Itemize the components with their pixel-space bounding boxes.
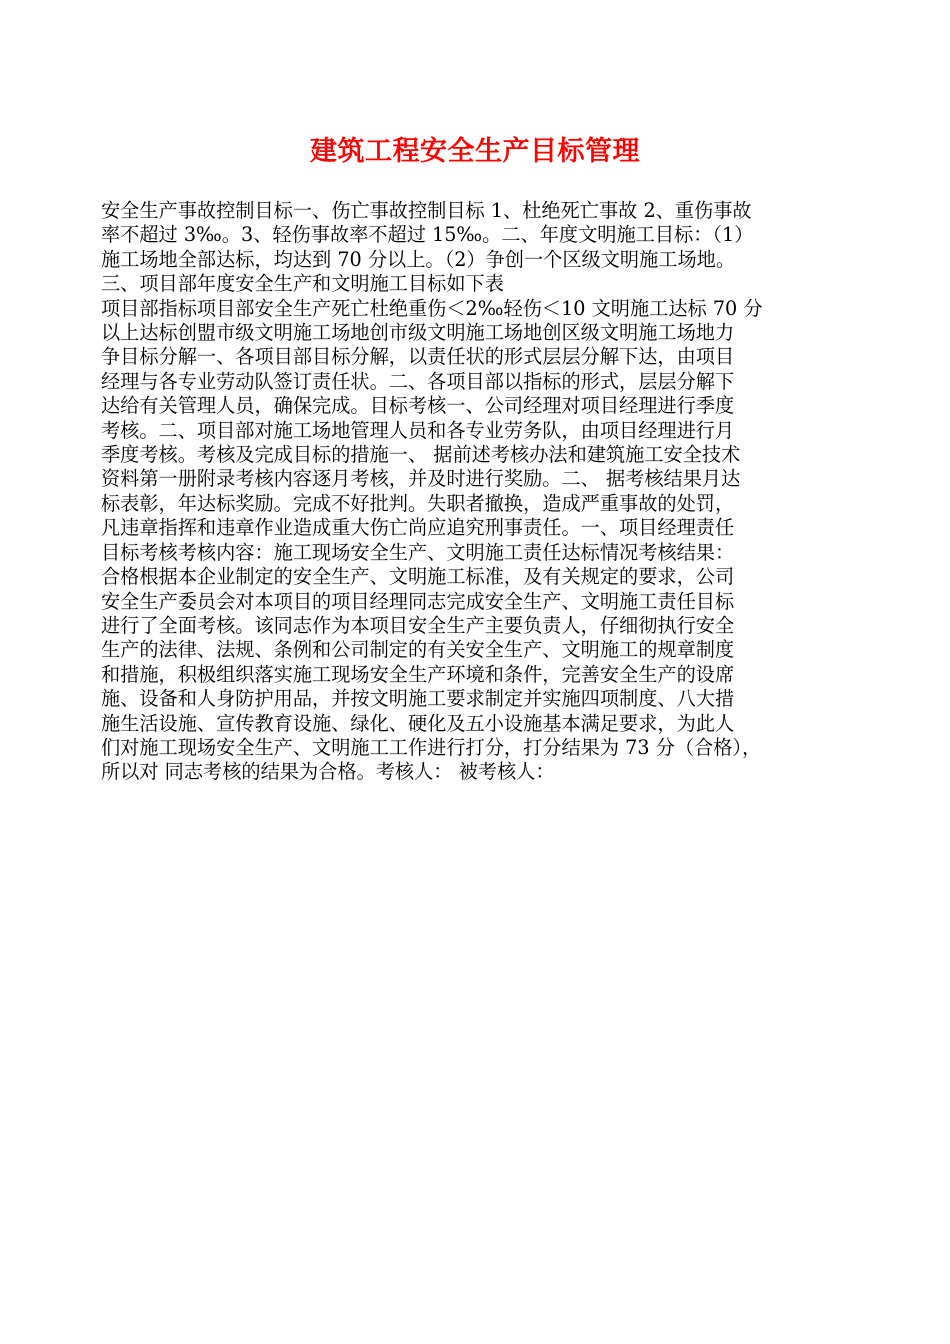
text-line: 达给有关管理人员，确保完成。目标考核一、公司经理对项目经理进行季度 <box>101 394 735 418</box>
text-line: 安全生产委员会对本项目的项目经理同志完成安全生产、文明施工责任目标 <box>101 589 735 613</box>
document-body <box>101 199 861 785</box>
text-line: 季度考核。考核及完成目标的措施一、 据前述考核办法和建筑施工安全技术 <box>101 443 741 467</box>
text-line: 标表彰，年达标奖励。完成不好批判。失职者撤换，造成严重事故的处罚， <box>101 491 735 515</box>
text-line: 考核。二、项目部对施工场地管理人员和各专业劳务队，由项目经理进行月 <box>101 418 735 442</box>
text-line: 所以对 同志考核的结果为合格。考核人： 被考核人： <box>101 760 555 784</box>
text-line: 项目部指标项目部安全生产死亡杜绝重伤＜2‰轻伤＜10 文明施工达标 70 分 <box>101 296 763 320</box>
document-title: 建筑工程安全生产目标管理 <box>310 136 640 167</box>
text-line: 以上达标创盟市级文明施工场地创市级文明施工场地创区级文明施工场地力 <box>101 321 735 345</box>
text-line: 安全生产事故控制目标一、伤亡事故控制目标 1、杜绝死亡事故 2、重伤事故 <box>101 199 752 222</box>
text-line: 施、设备和人身防护用品，并按文明施工要求制定并实施四项制度、八大措 <box>101 687 735 711</box>
text-line: 资料第一册附录考核内容逐月考核，并及时进行奖励。二、 据考核结果月达 <box>101 467 741 491</box>
text-line: 经理与各专业劳动队签订责任状。二、各项目部以指标的形式，层层分解下 <box>101 369 735 393</box>
text-line: 率不超过 3‰。3、轻伤事故率不超过 15‰。二、年度文明施工目标：（1） <box>101 223 754 247</box>
text-line: 目标考核考核内容：施工现场安全生产、文明施工责任达标情况考核结果： <box>101 540 735 564</box>
text-line: 和措施，积极组织落实施工现场安全生产环境和条件，完善安全生产的设席 <box>101 662 735 686</box>
text-line: 施工场地全部达标，均达到 70 分以上。（2）争创一个区级文明施工场地。 <box>101 247 736 271</box>
text-line: 合格根据本企业制定的安全生产、文明施工标准，及有关规定的要求，公司 <box>101 565 735 589</box>
text-line: 进行了全面考核。该同志作为本项目安全生产主要负责人，仔细彻执行安全 <box>101 613 735 637</box>
text-line: 三、项目部年度安全生产和文明施工目标如下表 <box>101 272 504 296</box>
text-line: 凡违章指挥和违章作业造成重大伤亡尚应追究刑事责任。一、项目经理责任 <box>101 516 735 540</box>
text-line: 施生活设施、宣传教育设施、绿化、硬化及五小设施基本满足要求，为此人 <box>101 711 735 735</box>
text-line: 生产的法律、法规、条例和公司制定的有关安全生产、文明施工的规章制度 <box>101 638 735 662</box>
text-line: 们对施工现场安全生产、文明施工工作进行打分，打分结果为 73 分（合格）， <box>101 735 762 759</box>
text-line: 争目标分解一、各项目部目标分解，以责任状的形式层层分解下达，由项目 <box>101 345 735 369</box>
